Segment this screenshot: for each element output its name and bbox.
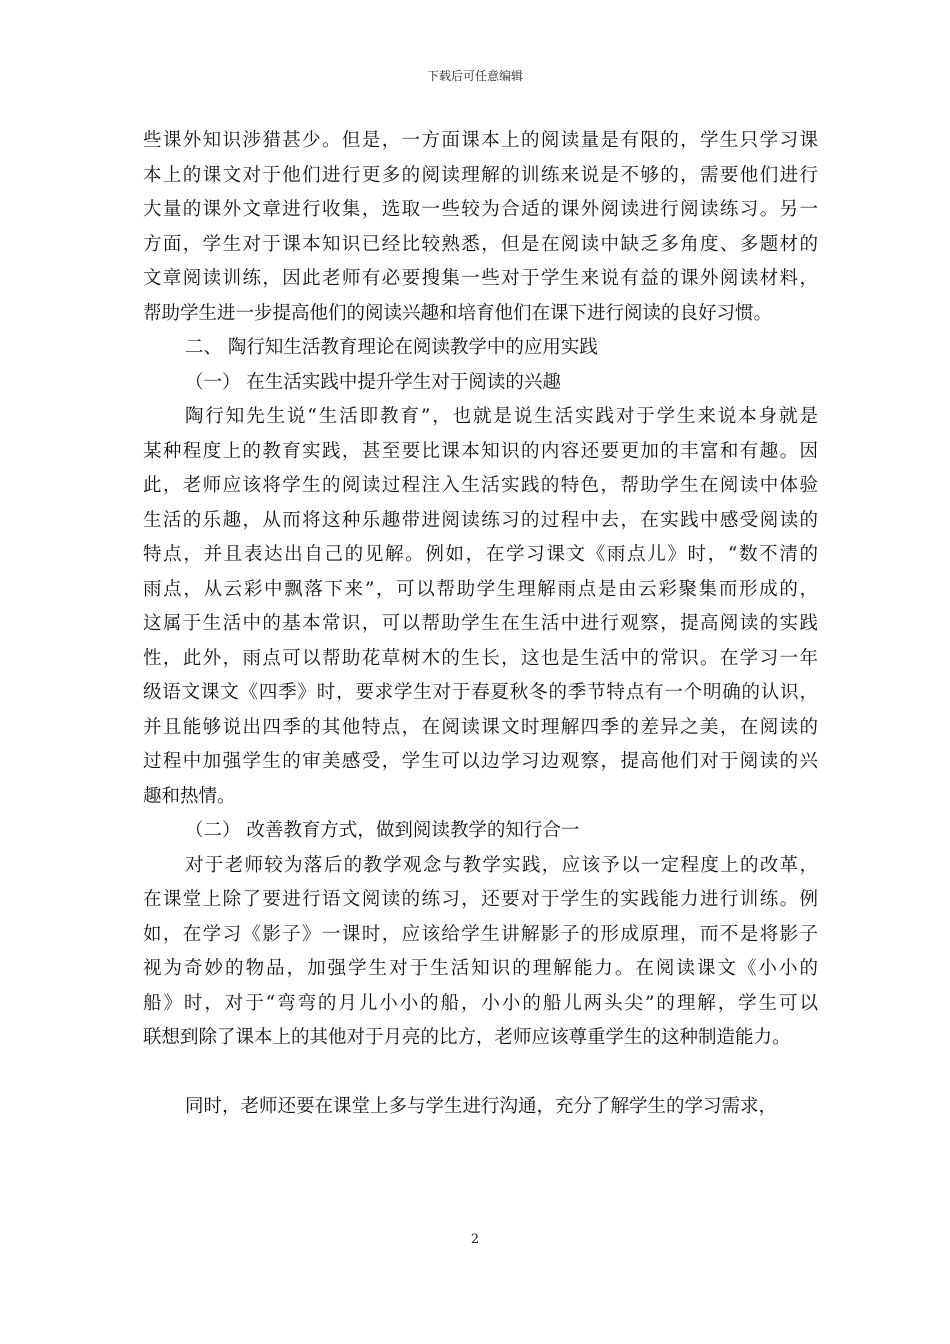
paragraph xyxy=(143,400,818,814)
paragraph xyxy=(143,1090,818,1125)
blank-line xyxy=(143,1056,818,1090)
text-line: 本上的课文对于他们进行更多的阅读理解的训练来说是不够的，需要他们进行 xyxy=(143,164,818,186)
text-line: 些课外知识涉猎甚少。但是，一方面课本上的阅读量是有限的，学生只学习课 xyxy=(143,130,818,151)
text-line: 联想到除了课本上的其他对于月亮的比方，老师应该尊重学生的这种制造能力。 xyxy=(143,1027,791,1048)
text-line: 性，此外，雨点可以帮助花草树木的生长，这也是生活中的常识。在学习一年 xyxy=(143,647,818,669)
text-line: 大量的课外文章进行收集，选取一些较为合适的课外阅读进行阅读练习。另一 xyxy=(143,199,818,220)
text-line: 在课堂上除了要进行语文阅读的练习，还要对于学生的实践能力进行训练。例 xyxy=(143,889,818,910)
paragraph xyxy=(143,124,818,331)
text-line: 生活的乐趣，从而将这种乐趣带进阅读练习的过程中去，在实践中感受阅读的 xyxy=(143,509,818,531)
page-header: 下载后可任意编辑 xyxy=(426,69,523,83)
text-line: 方面，学生对于课本知识已经比较熟悉，但是在阅读中缺乏多角度、多题材的 xyxy=(143,233,818,255)
text-line: 对于老师较为落后的教学观念与教学实践，应该予以一定程度上的改革， xyxy=(185,854,818,876)
subsection-heading: （二） 改善教育方式，做到阅读教学的知行合一 xyxy=(185,820,580,841)
text-line: 过程中加强学生的审美感受，学生可以边学习边观察，提高他们对于阅读的兴 xyxy=(143,751,818,772)
text-line: 趣和热情。 xyxy=(143,785,236,807)
paragraph xyxy=(143,849,818,1056)
text-line: 陶行知先生说“生活即教育”，也就是说生活实践对于学生来说本身就是 xyxy=(185,406,818,427)
text-line: 同时，老师还要在课堂上多与学生进行沟通，充分了解学生的学习需求， xyxy=(185,1095,778,1117)
text-line: 某种程度上的教育实践，甚至要比课本知识的内容还要更加的丰富和有趣。因 xyxy=(143,440,818,462)
text-line: 船》时，对于“弯弯的月儿小小的船，小小的船儿两头尖”的理解，学生可以 xyxy=(143,992,818,1014)
text-line: 视为奇妙的物品，加强学生对于生活知识的理解能力。在阅读课文《小小的 xyxy=(143,958,818,979)
text-line: 如，在学习《影子》一课时，应该给学生讲解影子的形成原理，而不是将影子 xyxy=(143,923,818,945)
document-body xyxy=(143,124,818,1124)
subsection-heading: （一） 在生活实践中提升学生对于阅读的兴趣 xyxy=(185,371,561,393)
page-number: 2 xyxy=(470,1232,480,1247)
text-line: 雨点，从云彩中飘落下来”，可以帮助学生理解雨点是由云彩聚集而形成的， xyxy=(143,578,818,600)
text-line: 特点，并且表达出自己的见解。例如，在学习课文《雨点儿》时，“数不清的 xyxy=(143,544,818,565)
text-line: 并且能够说出四季的其他特点，在阅读课文时理解四季的差异之美，在阅读的 xyxy=(143,716,818,738)
text-line: 这属于生活中的基本常识，可以帮助学生在生活中进行观察，提高阅读的实践 xyxy=(143,613,818,634)
text-line: 此，老师应该将学生的阅读过程注入生活实践的特色，帮助学生在阅读中体验 xyxy=(143,475,818,496)
text-line: 帮助学生进一步提高他们的阅读兴趣和培育他们在课下进行阅读的良好习惯。 xyxy=(143,302,773,324)
text-line: 文章阅读训练，因此老师有必要搜集一些对于学生来说有益的课外阅读材料， xyxy=(143,268,818,289)
text-line: 级语文课文《四季》时，要求学生对于春夏秋冬的季节特点有一个明确的认识， xyxy=(143,682,818,703)
section-heading: 二、 陶行知生活教育理论在阅读教学中的应用实践 xyxy=(185,337,598,358)
